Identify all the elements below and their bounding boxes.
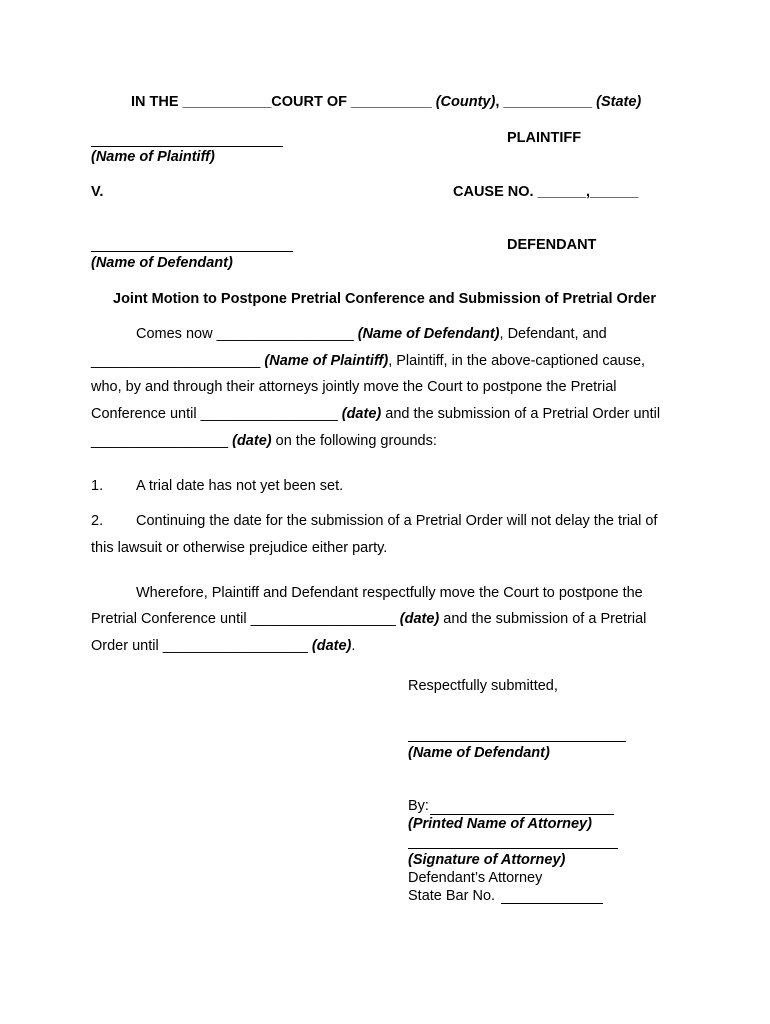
header-county: (County) xyxy=(435,94,496,110)
defendants-attorney: Defendant’s Attorney xyxy=(408,870,543,886)
attorney-signature-line xyxy=(408,848,618,849)
intro-l2-a: _____________________ xyxy=(91,353,265,369)
respectfully-submitted: Respectfully submitted, xyxy=(408,678,558,694)
intro-line-4 xyxy=(91,406,660,422)
defendant-name-line xyxy=(91,251,293,252)
court-header xyxy=(131,94,641,110)
intro-l4-b: (date) xyxy=(341,406,382,422)
defendant-signature-line xyxy=(408,741,626,742)
header-court-of: COURT OF xyxy=(271,94,347,110)
intro-l5-c: on the following grounds: xyxy=(271,433,437,449)
defendant-name-caption: (Name of Defendant) xyxy=(91,255,233,271)
plaintiff-name-caption: (Name of Plaintiff) xyxy=(91,149,215,165)
intro-l5-b: (date) xyxy=(232,433,272,449)
signature-defendant-name: (Name of Defendant) xyxy=(408,745,550,761)
plaintiff-name-line xyxy=(91,146,283,147)
ground-2-number: 2. xyxy=(91,513,104,529)
intro-l4-a: Conference until _________________ xyxy=(91,406,342,422)
intro-line-1 xyxy=(136,326,607,342)
intro-l5-a: _________________ xyxy=(91,433,233,449)
printed-name-line xyxy=(430,814,614,815)
versus-label: V. xyxy=(91,184,104,200)
wherefore-l2-b: (date) xyxy=(399,611,440,627)
intro-line-3: who, by and through their attorneys jointly move the Court to postpone the Pretrial xyxy=(91,379,617,395)
ground-1-text: A trial date has not yet been set. xyxy=(136,478,344,494)
wherefore-l3-c: . xyxy=(351,638,356,654)
intro-l2-c: , Plaintiff, in the above-captioned cause, xyxy=(388,353,646,369)
intro-l1-c: , Defendant, and xyxy=(499,326,607,342)
wherefore-line-1: Wherefore, Plaintiff and Defendant respectfully move the Court to postpone the xyxy=(136,585,643,601)
wherefore-line-3 xyxy=(91,638,355,654)
plaintiff-label: PLAINTIFF xyxy=(507,130,582,146)
intro-line-2 xyxy=(91,353,645,369)
wherefore-line-2 xyxy=(91,611,646,627)
ground-2-text: Continuing the date for the submission of a Pretrial Order will not delay the trial of xyxy=(136,513,658,529)
wherefore-l2-c: and the submission of a Pretrial xyxy=(439,611,647,627)
ground-2-continuation: this lawsuit or otherwise prejudice either party. xyxy=(91,540,388,556)
wherefore-l2-a: Pretrial Conference until __________________ xyxy=(91,611,400,627)
header-comma: , xyxy=(495,94,500,110)
intro-l4-c: and the submission of a Pretrial Order until xyxy=(381,406,661,422)
by-label: By: xyxy=(408,798,429,814)
state-bar-line xyxy=(501,903,603,904)
signature-caption: (Signature of Attorney) xyxy=(408,852,566,868)
header-county-blank: __________ xyxy=(351,94,432,110)
cause-number: CAUSE NO. ______,______ xyxy=(453,184,639,200)
document-title: Joint Motion to Postpone Pretrial Conference and Submission of Pretrial Order xyxy=(113,291,657,307)
header-court-blank: ___________ xyxy=(182,94,272,110)
state-bar-label: State Bar No. xyxy=(408,888,496,904)
wherefore-l3-b: (date) xyxy=(311,638,352,654)
wherefore-l3-a: Order until __________________ xyxy=(91,638,312,654)
intro-l1-b: (Name of Defendant) xyxy=(357,326,500,342)
defendant-label: DEFENDANT xyxy=(507,237,597,253)
intro-line-5 xyxy=(91,433,437,449)
header-state: (State) xyxy=(596,94,642,110)
intro-l1-a: Comes now _________________ xyxy=(136,326,358,342)
ground-1-number: 1. xyxy=(91,478,104,494)
printed-name-caption: (Printed Name of Attorney) xyxy=(408,816,592,832)
intro-l2-b: (Name of Plaintiff) xyxy=(264,353,389,369)
header-state-blank: ___________ xyxy=(503,94,593,110)
header-in-the: IN THE xyxy=(131,94,179,110)
